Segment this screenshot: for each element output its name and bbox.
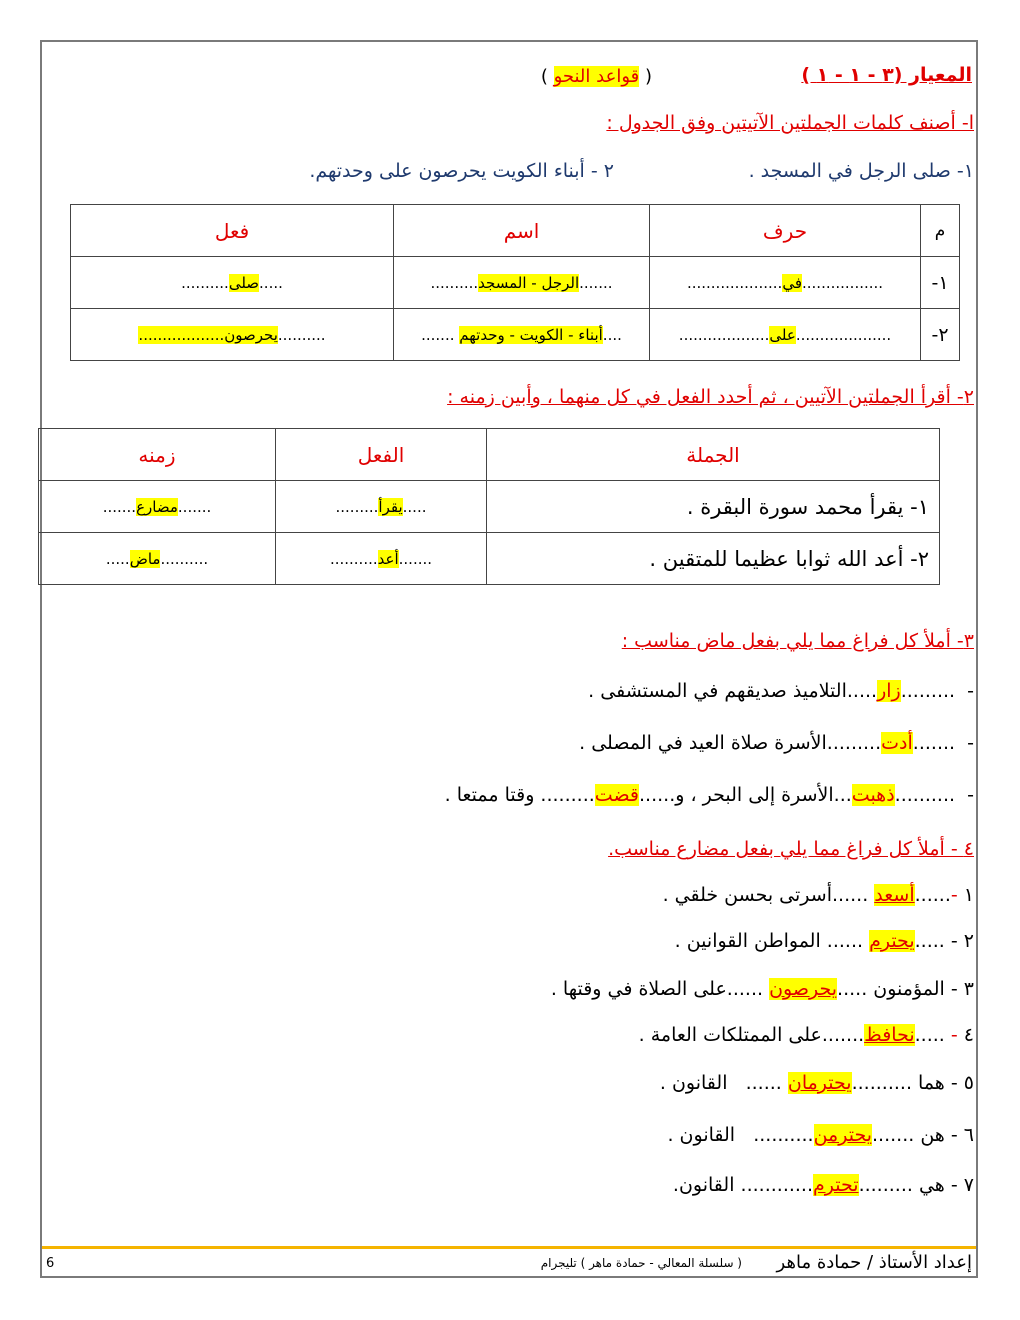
footer-channel: ( سلسلة المعالي - حمادة ماهر ) تليجرام	[540, 1256, 742, 1270]
topic-text: قواعد النحو	[553, 66, 640, 87]
cell-fil: ..........يحرصون..................	[71, 309, 394, 361]
q4-item-5: ٥ - هما ..........يحترمان ...... القانون .	[659, 1072, 974, 1094]
cell-tense: ..........ماض.....	[39, 533, 276, 585]
row-number: ١-	[921, 257, 960, 309]
answer: يحترمن	[813, 1124, 873, 1146]
verb-tense-table	[38, 428, 940, 585]
cell-sentence: ١- يقرأ محمد سورة البقرة .	[487, 481, 940, 533]
q4-item-6: ٦ - هن .......يحترمن.......... القانون .	[667, 1124, 974, 1146]
answer: يحترم	[869, 930, 915, 952]
q1-sentence-1: ١- صلى الرجل في المسجد .	[748, 160, 974, 182]
col-header-fil: فعل	[71, 205, 394, 257]
cell-ism: ....أبناء - الكويت - وحدتهم .......	[394, 309, 650, 361]
q4-item-1: ١ -......أسعد ......أسرتى بحسن خلقي .	[662, 884, 974, 906]
answer: يحرصون	[769, 978, 838, 1000]
q4-item-4: ٤ - .....نحافظ.......على الممتلكات العامة .	[638, 1024, 974, 1046]
cell-fil: .....صلى..........	[71, 257, 394, 309]
table-row	[39, 533, 940, 585]
page-number: 6	[46, 1256, 55, 1271]
q1-sentence-2: ٢ - أبناء الكويت يحرصون على وحدتهم.	[309, 160, 614, 182]
q4-item-2: ٢ - .....يحترم ...... المواطن القوانين .	[674, 930, 974, 952]
q3-item-3: - ..........ذهبت...الأسرة إلى البحر ، و......قضت......... وقتا ممتعا .	[444, 784, 974, 806]
cell-harf: ....................على...................	[650, 309, 921, 361]
cell-tense: .......مضارع.......	[39, 481, 276, 533]
col-header-sentence: الجملة	[487, 429, 940, 481]
answer: أدت	[881, 732, 913, 754]
q4-title: ٤ - أملأ كل فراغ مما يلي بفعل مضارع مناسب.	[608, 838, 974, 860]
col-header-tense: زمنه	[39, 429, 276, 481]
answer: نحافظ	[864, 1024, 915, 1046]
table-row	[71, 309, 960, 361]
col-header-number: م	[921, 205, 960, 257]
answer: زار	[877, 680, 901, 702]
topic-open-paren: (	[644, 66, 652, 87]
footer-author: إعداد الأستاذ / حمادة ماهر	[776, 1252, 972, 1273]
col-header-ism: اسم	[394, 205, 650, 257]
topic-label	[541, 66, 652, 87]
q2-title: ٢- أقرأ الجملتين الآتيين ، ثم أحدد الفعل في كل منهما ، وأبين زمنه :	[447, 386, 974, 408]
criterion-label: المعيار (٣ - ١ - ١ )	[801, 64, 972, 86]
answer: تحترم	[813, 1174, 859, 1196]
answer: يحترمان	[787, 1072, 852, 1094]
footer-divider	[42, 1246, 976, 1249]
q4-item-7: ٧ - هي .........تحترم............ القانون.	[672, 1174, 974, 1196]
q3-title: ٣- أملأ كل فراغ مما يلي بفعل ماض مناسب :	[621, 630, 974, 652]
col-header-verb: الفعل	[276, 429, 487, 481]
answer: قضت	[594, 784, 639, 806]
cell-ism: .......الرجل - المسجد..........	[394, 257, 650, 309]
q1-title: ا- أصنف كلمات الجملتين الآتيتين وفق الجدول :	[606, 112, 974, 134]
cell-verb: .......أعد..........	[276, 533, 487, 585]
cell-verb: .....يقرأ.........	[276, 481, 487, 533]
topic-close-paren: )	[540, 66, 548, 87]
q3-item-1: - .........زار.....التلاميذ صديقهم في المستشفى .	[588, 680, 974, 702]
answer: ذهبت	[851, 784, 895, 806]
cell-sentence: ٢- أعد الله ثوابا عظيما للمتقين .	[487, 533, 940, 585]
q4-item-3: ٣ - المؤمنون .....يحرصون ......على الصلاة في وقتها .	[550, 978, 974, 1000]
table-row	[71, 257, 960, 309]
classification-table	[70, 204, 960, 361]
q3-item-2: - .......أدت.........الأسرة صلاة العيد في المصلى .	[579, 732, 974, 754]
cell-harf: .................في....................	[650, 257, 921, 309]
row-number: ٢-	[921, 309, 960, 361]
table-row	[39, 481, 940, 533]
col-header-harf: حرف	[650, 205, 921, 257]
answer: أسعد	[874, 884, 915, 906]
